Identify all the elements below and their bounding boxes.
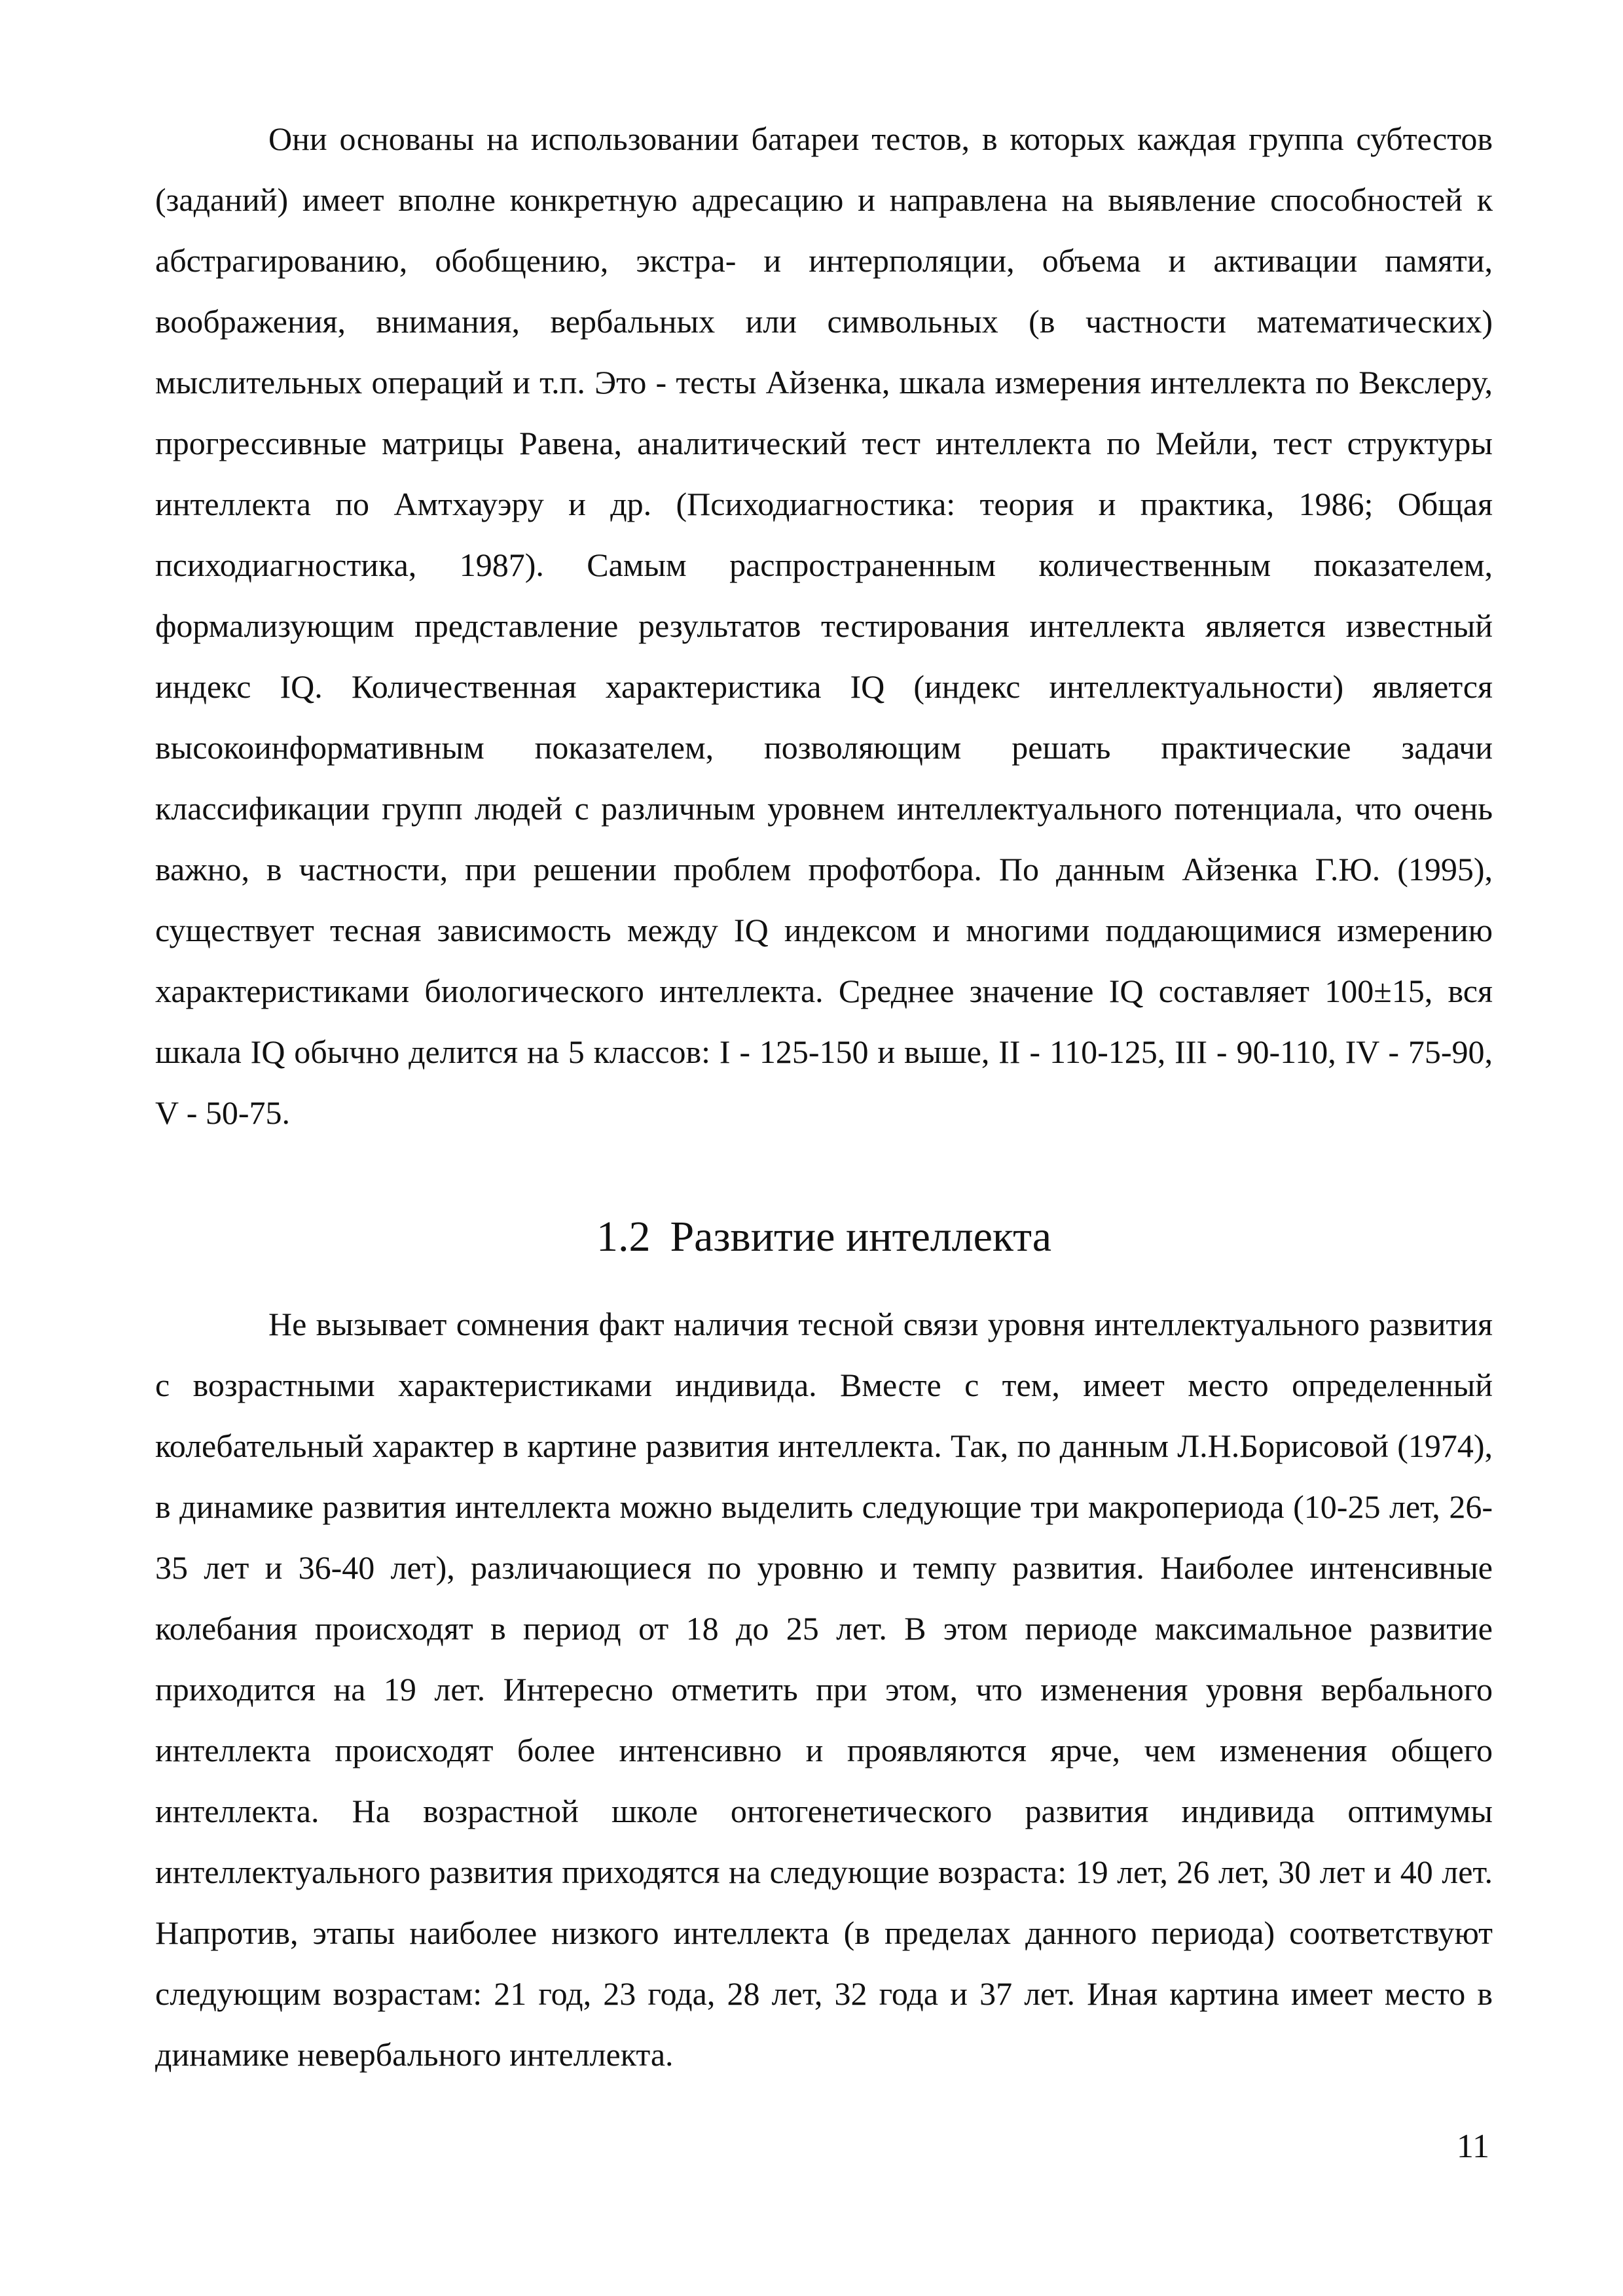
section-number: 1.2 bbox=[596, 1213, 651, 1261]
body-paragraph-iq-tests: Они основаны на использовании батареи тестов, в которых каждая группа субтестов (заданий) имеет вполне конкретную адресацию и направлена на выявление способностей к абстрагированию, обобщению, экстра- и интерполяции, объема и активации памяти, воображения, внимания, вербальных или символьных (в частности математических) мыслительных операций и т.п. Это - тесты Айзенка, шкала измерения интеллекта по Векслеру, прогрессивные матрицы Равена, аналитический тест интеллекта по Мейли, тест структуры интеллекта по Амтхауэру и др. (Психодиагностика: теория и практика, 1986; Общая психодиагностика, 1987). Самым распространенным количественным показателем, формализующим представление результатов тестирования интеллекта является известный индекс IQ. Количественная характеристика IQ (индекс интеллектуальности) является высокоинформативным показателем, позволяющим решать практические задачи классификации групп людей с различным уровнем интеллектуального потенциала, что очень важно, в частности, при решении проблем профотбора. По данным Айзенка Г.Ю. (1995), существует тесная зависимость между IQ индексом и многими поддающимися измерению характеристиками биологического интеллекта. Среднее значение IQ составляет 100±15, вся шкала IQ обычно делится на 5 классов: I - 125-150 и выше, II - 110-125, III - 90-110, IV - 75-90, V - 50-75. bbox=[155, 120, 1493, 1131]
body-paragraph-intellect-development: Не вызывает сомнения факт наличия тесной связи уровня интеллектуального развития с возрастными характеристиками индивида. Вместе с тем, имеет место определенный колебательный характер в картине развития интеллекта. Так, по данным Л.Н.Борисовой (1974), в динамике развития интеллекта можно выделить следующие три макропериода (10-25 лет, 26-35 лет и 36-40 лет), различающиеся по уровню и темпу развития. Наиболее интенсивные колебания происходят в период от 18 до 25 лет. В этом периоде максимальное развитие приходится на 19 лет. Интересно отметить при этом, что изменения уровня вербального интеллекта происходят более интенсивно и проявляются ярче, чем изменения общего интеллекта. На возрастной школе онтогенетического развития индивида оптимумы интеллектуального развития приходятся на следующие возраста: 19 лет, 26 лет, 30 лет и 40 лет. Напротив, этапы наиболее низкого интеллекта (в пределах данного периода) соответствуют следующим возрастам: 21 год, 23 года, 28 лет, 32 года и 37 лет. Иная картина имеет место в динамике невербального интеллекта. bbox=[155, 1306, 1493, 2073]
page-number: 11 bbox=[1456, 2128, 1489, 2165]
section-heading bbox=[155, 1204, 1493, 1270]
section-title: Развитие интеллекта bbox=[670, 1213, 1052, 1261]
